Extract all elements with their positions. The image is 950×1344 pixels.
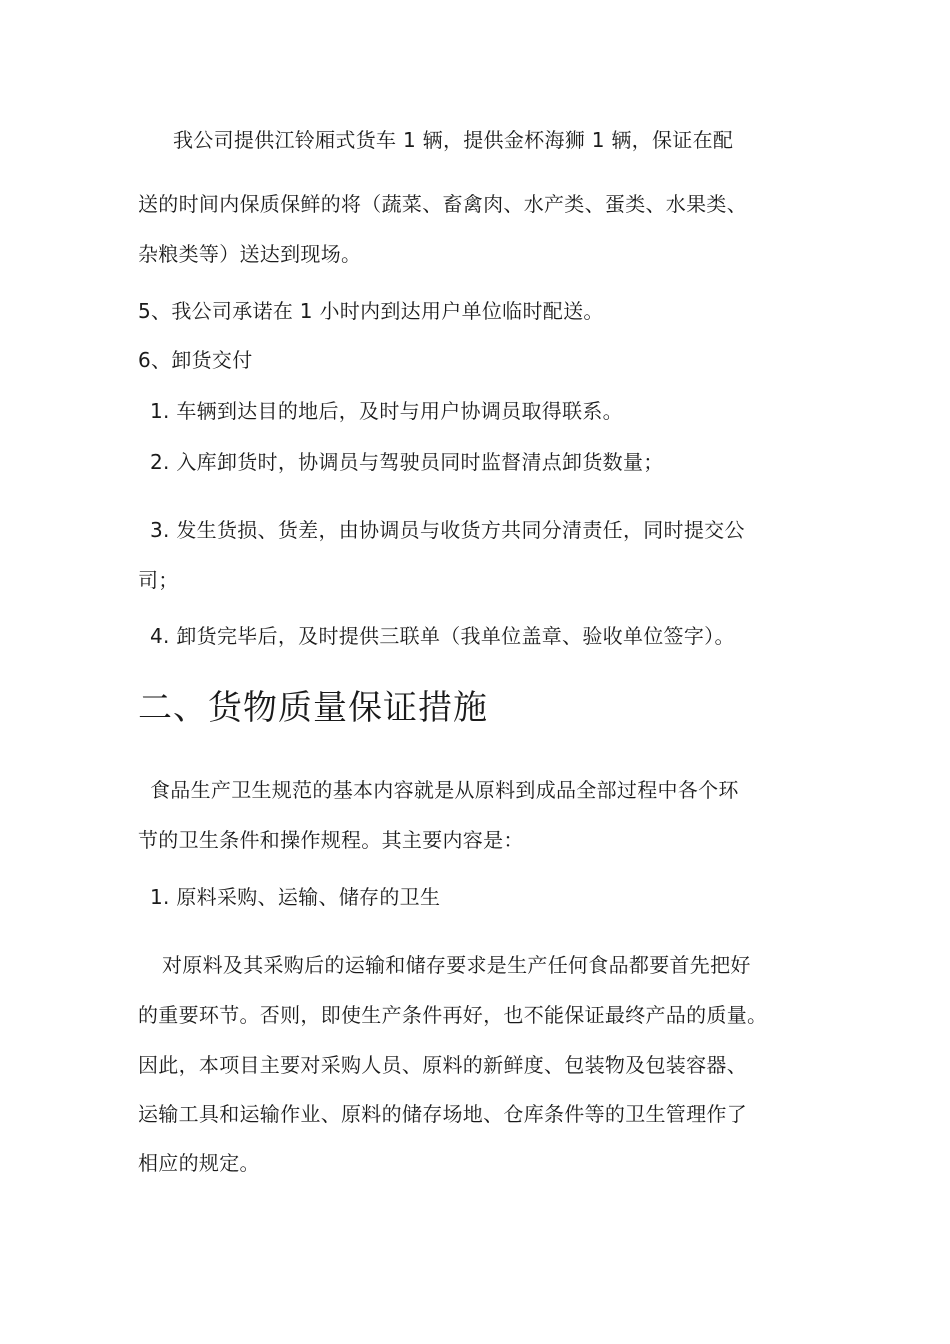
- intro-paragraph-line-2: 节的卫生条件和操作规程。其主要内容是：: [138, 828, 524, 852]
- paragraph-vehicles-line-2: 送的时间内保质保鲜的将（蔬菜、畜禽肉、水产类、蛋类、水果类、: [138, 192, 747, 216]
- body-paragraph-line-2: 的重要环节。否则，即使生产条件再好，也不能保证最终产品的质量。: [138, 1003, 768, 1027]
- item-5-commitment: 5、我公司承诺在 1 小时内到达用户单位临时配送。: [138, 299, 604, 323]
- body-paragraph-line-3: 因此，本项目主要对采购人员、原料的新鲜度、包装物及包装容器、: [138, 1053, 747, 1077]
- intro-paragraph-line-1: 食品生产卫生规范的基本内容就是从原料到成品全部过程中各个环: [150, 778, 739, 802]
- body-paragraph-line-4: 运输工具和运输作业、原料的储存场地、仓库条件等的卫生管理作了: [138, 1102, 747, 1126]
- paragraph-vehicles-line-3: 杂粮类等）送达到现场。: [138, 242, 362, 266]
- body-paragraph-line-1: 对原料及其采购后的运输和储存要求是生产任何食品都要首先把好: [162, 953, 751, 977]
- section-heading: 二、货物质量保证措施: [138, 688, 488, 728]
- item-6-title: 6、卸货交付: [138, 348, 253, 372]
- paragraph-vehicles-line-1: 我公司提供江铃厢式货车 1 辆，提供金杯海狮 1 辆，保证在配: [173, 128, 734, 152]
- sub-item-3-line-2: 司；: [138, 568, 179, 592]
- sub-item-2: 2. 入库卸货时，协调员与驾驶员同时监督清点卸货数量；: [150, 450, 664, 474]
- sub-item-4: 4. 卸货完毕后，及时提供三联单（我单位盖章、验收单位签字）。: [150, 624, 735, 648]
- sub-item-3-line-1: 3. 发生货损、货差，由协调员与收货方共同分清责任，同时提交公: [150, 518, 745, 542]
- sub-item-1: 1. 车辆到达目的地后，及时与用户协调员取得联系。: [150, 399, 623, 423]
- body-paragraph-line-5: 相应的规定。: [138, 1151, 260, 1175]
- subsection-title: 1. 原料采购、运输、储存的卫生: [150, 885, 441, 909]
